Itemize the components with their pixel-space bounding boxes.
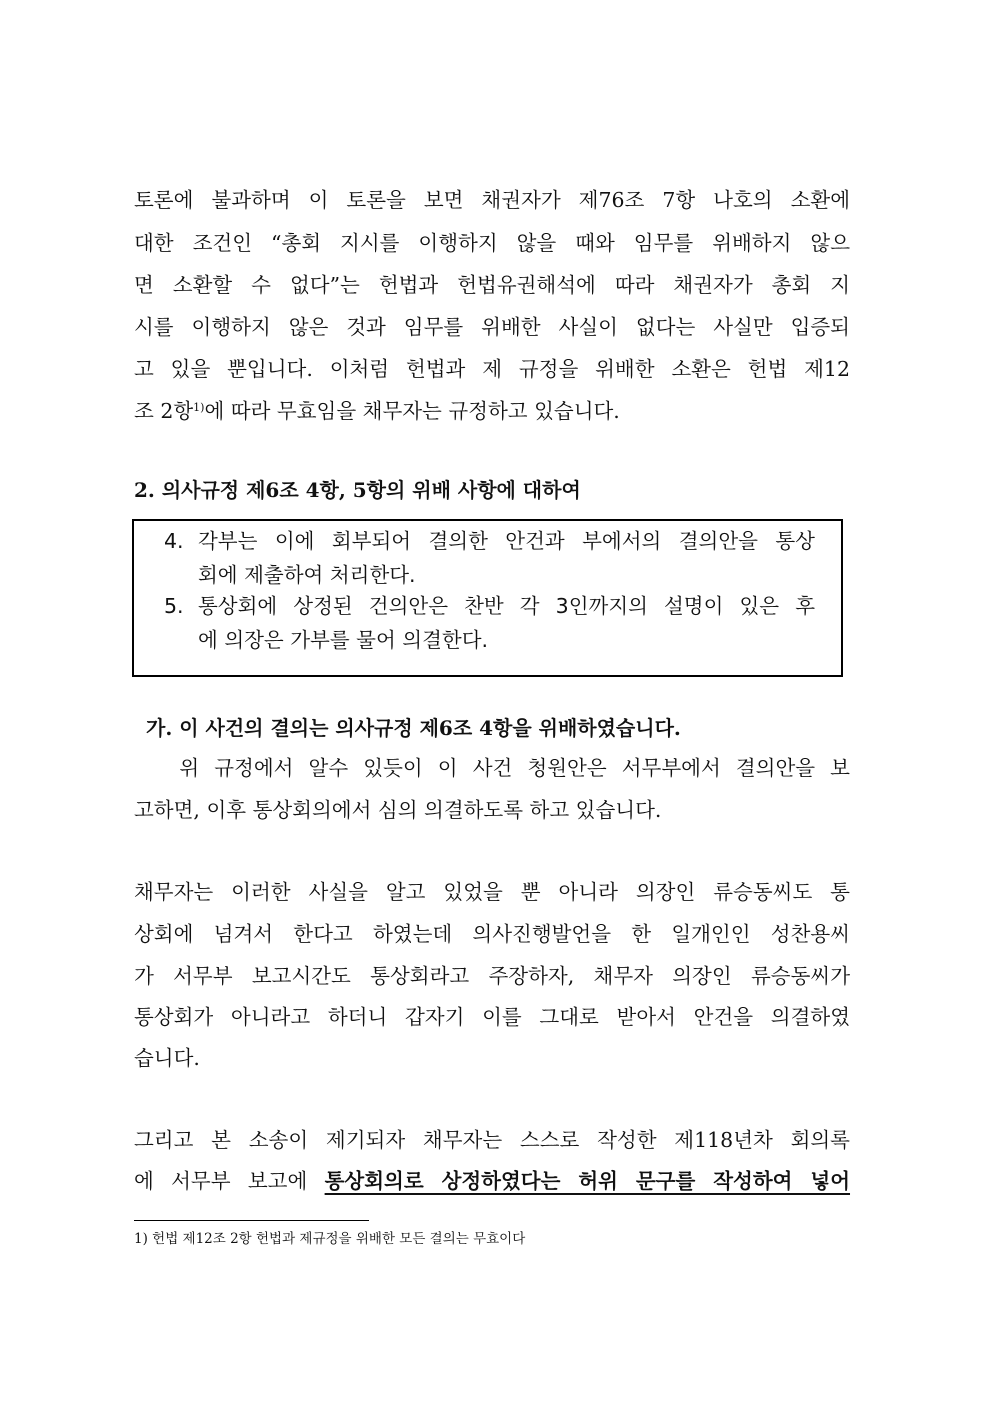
paragraph-2-line-2: 상회에 넘겨서 한다고 하였는데 의사진행발언을 한 일개인인 성찬용씨 [134, 922, 850, 946]
paragraph-2-line-3: 가 서무부 보고시간도 통상회라고 주장하자, 채무자 의장인 류승동씨가 [134, 964, 850, 988]
intro-line-6-after: 에 따라 무효임을 채무자는 규정하고 있습니다. [204, 399, 620, 423]
footnote-marker: 1) [134, 1231, 148, 1247]
paragraph-3-line-2-plain: 에 서무부 보고에 [134, 1169, 325, 1193]
intro-line-6-before: 조 2항 [134, 399, 194, 423]
paragraph-2-line-5: 습니다. [134, 1046, 200, 1070]
paragraph-3-line-2 [134, 1161, 850, 1201]
rule-text-line: 각부는 이에 회부되어 결의한 안건과 부에서의 결의안을 통상 [198, 529, 815, 553]
intro-line-6 [134, 391, 850, 431]
rule-text-line: 회에 제출하여 처리한다. [198, 563, 416, 587]
footnote-text: 헌법 제12조 2항 헌법과 제규정을 위배한 모든 결의는 무효이다 [152, 1231, 526, 1247]
quoted-rules-box [132, 519, 843, 677]
intro-line-2: 대한 조건인 “총회 지시를 이행하지 않을 때와 임무를 위배하지 않으 [134, 231, 850, 255]
paragraph-2-line-4: 통상회가 아니라고 하더니 갑자기 이를 그대로 받아서 안건을 의결하였 [134, 1005, 850, 1029]
section-heading: 2. 의사규정 제6조 4항, 5항의 위배 사항에 대하여 [134, 478, 581, 502]
intro-line-5: 고 있을 뿐입니다. 이처럼 헌법과 제 규정을 위배한 소환은 헌법 제12 [134, 357, 850, 381]
rule-number: 5. [164, 594, 184, 618]
paragraph-2-line-1: 채무자는 이러한 사실을 알고 있었을 뿐 아니라 의장인 류승동씨도 통 [134, 880, 850, 904]
subsection-heading: 가. 이 사건의 결의는 의사규정 제6조 4항을 위배하였습니다. [146, 716, 681, 740]
footnote-reference[interactable]: 1) [193, 401, 205, 414]
underlined-emphasis: 통상회의로 상정하였다는 허위 문구를 작성하여 넣어 [324, 1169, 851, 1193]
footnote-1 [134, 1228, 525, 1250]
footnote-separator [134, 1220, 369, 1221]
intro-line-3: 면 소환할 수 없다”는 헌법과 헌법유권해석에 따라 채권자가 총회 지 [134, 273, 850, 297]
intro-line-1: 토론에 불과하며 이 토론을 보면 채권자가 제76조 7항 나호의 소환에 [134, 188, 850, 212]
paragraph-3-line-1: 그리고 본 소송이 제기되자 채무자는 스스로 작성한 제118년차 회의록 [134, 1128, 850, 1152]
paragraph-1-line-1: 위 규정에서 알수 있듯이 이 사건 청원안은 서무부에서 결의안을 보 [134, 756, 850, 780]
rule-number: 4. [164, 529, 184, 553]
intro-line-4: 시를 이행하지 않은 것과 임무를 위배한 사실이 없다는 사실만 입증되 [134, 315, 850, 339]
rule-text-line: 에 의장은 가부를 물어 의결한다. [198, 628, 489, 652]
paragraph-1-line-2: 고하면, 이후 통상회의에서 심의 의결하도록 하고 있습니다. [134, 798, 662, 822]
rule-text-line: 통상회에 상정된 건의안은 찬반 각 3인까지의 설명이 있은 후 [198, 594, 815, 618]
